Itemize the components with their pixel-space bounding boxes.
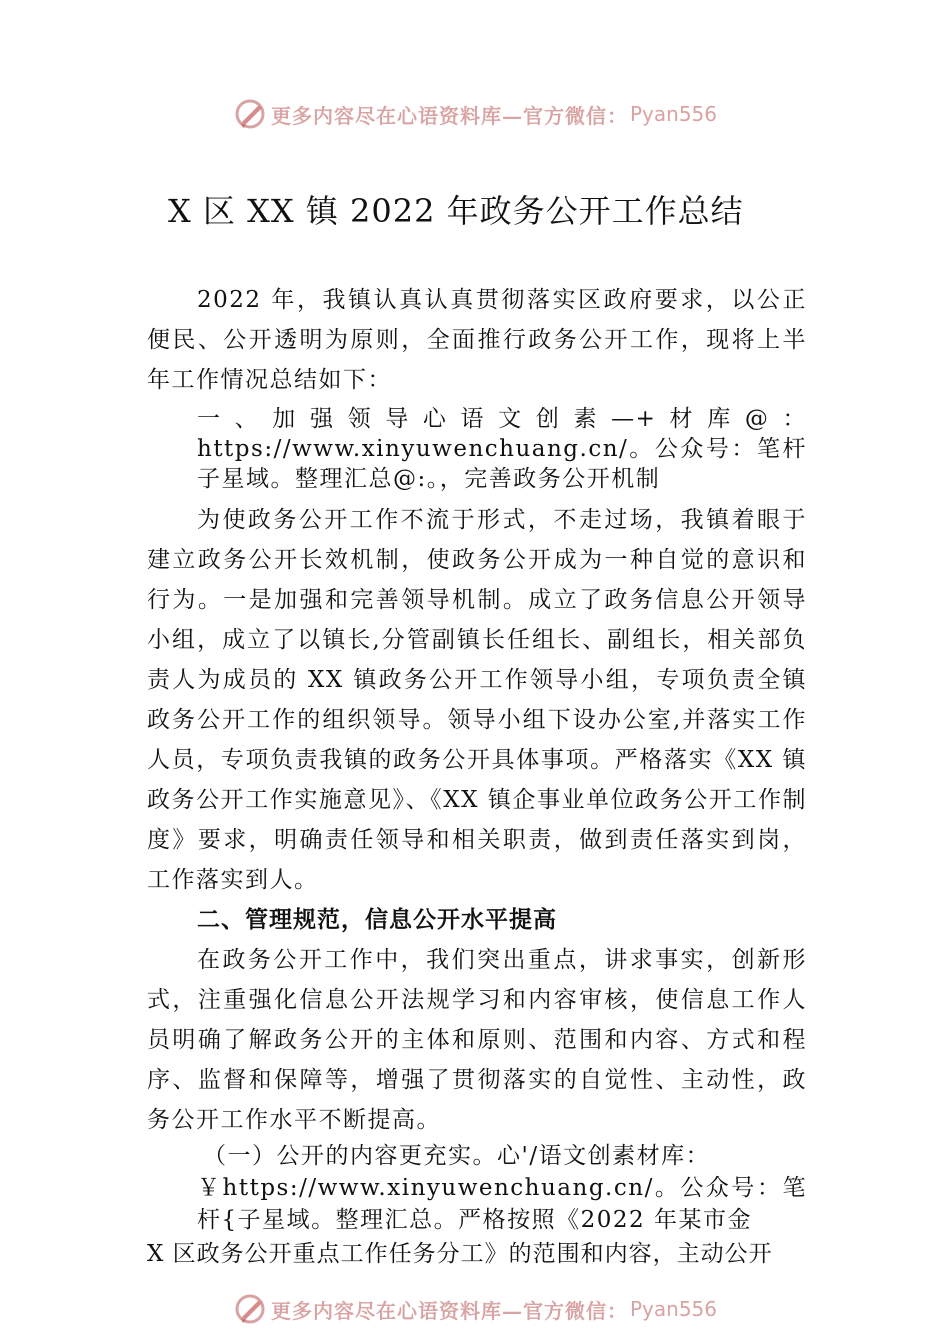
- banner-text: 更多内容尽在心语资料库—官方微信：: [270, 103, 628, 128]
- pen-circle-logo-icon: [233, 1292, 267, 1326]
- paragraph-section-2: 在政务公开工作中，我们突出重点，讲求事实，创新形式，注重强化信息公开法规学习和内容审核，使信息工作人员明确了解政务公开的主体和原则、范围和内容、方式和程序、监督和保障等，增强了贯彻落实的自觉性、主动性，政务公开工作水平不断提高。: [147, 947, 807, 1133]
- footer-watermark-banner: [0, 1289, 950, 1329]
- paragraph-section-1: 为使政务公开工作不流于形式，不走过场，我镇着眼于建立政务公开长效机制，使政务公开成为一种自觉的意识和行为。一是加强和完善领导机制。成立了政务信息公开领导小组，成立了以镇长,分管副镇长任组长、副组长，相关部负责人为成员的 XX 镇政务公开工作领导小组，专项负责全镇政务公开工作的组织领导。领导小组下设办公室,并落实工作人员，专项负责我镇的政务公开具体事项。严格落实《XX 镇政务公开工作实施意见》、《XX 镇企事业单位政务公开工作制度》要求，明确责任领导和相关职责，做到责任落实到岗，工作落实到人。: [147, 507, 807, 893]
- paragraph-subsection-1: X 区政务公开重点工作任务分工》的范围和内容，主动公开: [147, 1241, 773, 1267]
- section-heading-1: 一、加强领导心语文创素—+材库@：https://www.xinyuwenchuang.cn/。公众号：笔杆子星域。整理汇总@:。，完善政务公开机制: [197, 406, 807, 492]
- subsection-heading-1-line: （一）公开的内容更充实。心'/语文创素材库：: [203, 1143, 711, 1169]
- subsection-heading-1: [147, 1140, 807, 1236]
- pen-circle-logo-icon: [233, 97, 267, 131]
- section-heading-2: 二、管理规范，信息公开水平提高: [197, 907, 557, 933]
- banner-text: 更多内容尽在心语资料库—官方微信：: [270, 1298, 628, 1323]
- header-watermark-banner: [0, 94, 950, 134]
- banner-wechat-id: Pyan556: [629, 1297, 717, 1321]
- subsection-heading-1-continued: ￥https://www.xinyuwenchuang.cn/。公众号：笔杆{子星域。整理汇总。严格按照《2022 年某市金: [197, 1175, 807, 1233]
- paragraph-intro: 2022 年，我镇认真认真贯彻落实区政府要求，以公正便民、公开透明为原则，全面推行政务公开工作，现将上半年工作情况总结如下：: [147, 287, 807, 393]
- document-title: X 区 XX 镇 2022 年政务公开工作总结: [168, 192, 744, 230]
- banner-wechat-id: Pyan556: [629, 102, 717, 126]
- document-body: [147, 280, 807, 1272]
